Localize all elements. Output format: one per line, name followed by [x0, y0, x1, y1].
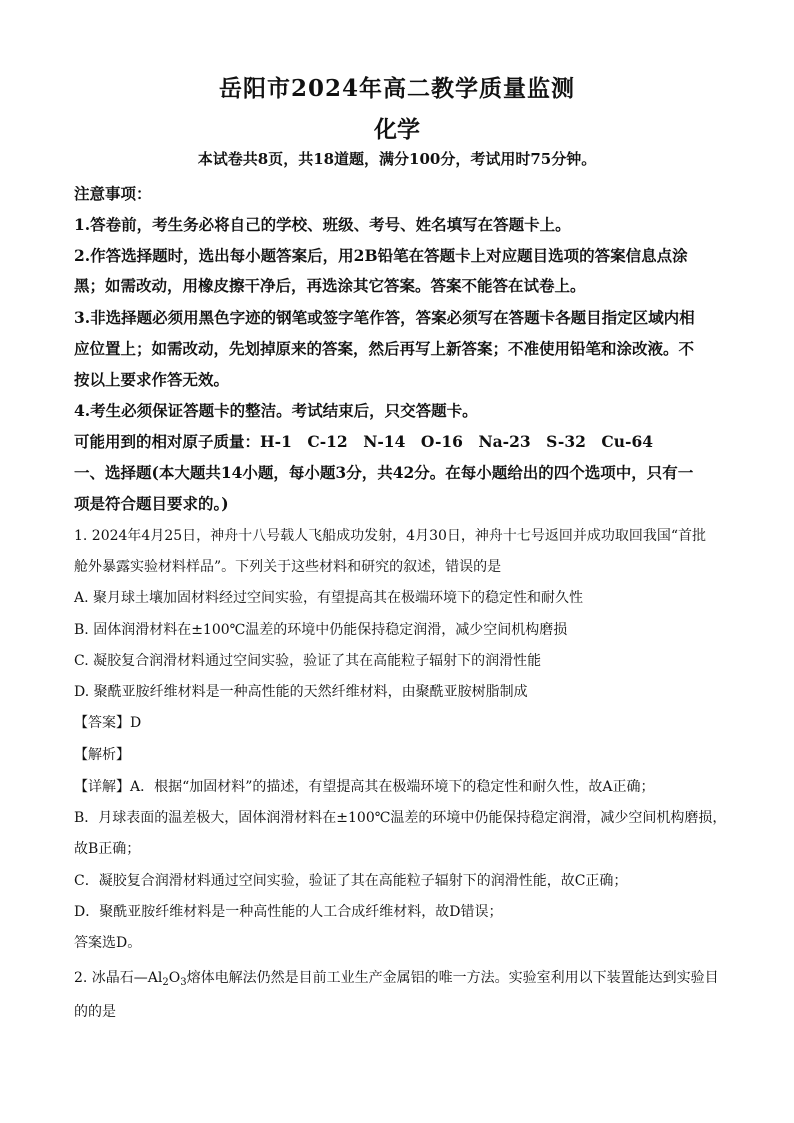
question-stem: 的的是: [74, 1004, 116, 1020]
explanation-line: C．凝胶复合润滑材料通过空间实验，验证了其在高能粒子辐射下的润滑性能，故C正确；: [74, 873, 628, 889]
answer-label: 【答案】D: [74, 715, 142, 731]
notice-line: 3.非选择题必须用黑色字迹的钢笔或签字笔作答，答案必须写在答题卡各题目指定区域内相: [74, 308, 695, 327]
notice-heading: 注意事项：: [74, 184, 152, 203]
analysis-label: 【解析】: [74, 747, 130, 763]
section-heading: 一、选择题(本大题共14小题，每小题3分，共42分。在每小题给出的四个选项中，只有一: [74, 463, 694, 482]
notice-line: 2.作答选择题时，选出每小题答案后，用2B铅笔在答题卡上对应题目选项的答案信息点涂: [74, 246, 688, 265]
question-stem: 1. 2024年4月25日，神舟十八号载人飞船成功发射，4月30日，神舟十七号返回并成功取回我国“首批: [74, 528, 707, 544]
notice-line: 按以上要求作答无效。: [74, 370, 230, 389]
section-heading: 项是符合题目要求的。): [74, 494, 229, 513]
notice-line: 1.答卷前，考生务必将自己的学校、班级、考号、姓名填写在答题卡上。: [74, 215, 571, 234]
option-c: C. 凝胶复合润滑材料通过空间实验，验证了其在高能粒子辐射下的润滑性能: [74, 653, 542, 669]
question-stem: 舱外暴露实验材料样品”。下列关于这些材料和研究的叙述，错误的是: [74, 559, 502, 575]
exam-info: 本试卷共8页，共18道题，满分100分，考试用时75分钟。: [197, 150, 597, 168]
explanation-line: D．聚酰亚胺纤维材料是一种高性能的人工合成纤维材料，故D错误；: [74, 904, 503, 920]
question-stem: 2. 冰晶石$—Al_2O_3$熔体电解法仍然是目前工业生产金属铝的唯一方法。实验室利用以下装置能达到实验目: [74, 970, 719, 988]
subject-title: 化学: [374, 116, 420, 143]
explanation-line: 【详解】A．根据“加固材料”的描述，有望提高其在极端环境下的稳定性和耐久性，故A正确；: [74, 779, 655, 795]
option-a: A. 聚月球土壤加固材料经过空间实验，有望提高其在极端环境下的稳定性和耐久性: [74, 590, 584, 606]
option-d: D. 聚酰亚胺纤维材料是一种高性能的天然纤维材料，由聚酰亚胺树脂制成: [74, 684, 528, 700]
explanation-line: B．月球表面的温差极大，固体润滑材料在±100℃温差的环境中仍能保持稳定润滑，减少空间机构磨损，: [74, 810, 727, 826]
atomic-masses: 可能用到的相对原子质量：H-1 C-12 N-14 O-16 Na-23 S-32 Cu-64: [74, 432, 654, 451]
exam-title: 岳阳市2024年高二教学质量监测: [218, 75, 575, 102]
explanation-line: 答案选D。: [74, 935, 142, 951]
explanation-line: 故B正确；: [74, 841, 141, 857]
option-b: B. 固体润滑材料在±100℃温差的环境中仍能保持稳定润滑，减少空间机构磨损: [74, 622, 568, 638]
notice-line: 4.考生必须保证答题卡的整洁。考试结束后，只交答题卡。: [74, 401, 478, 420]
notice-line: 黑；如需改动，用橡皮擦干净后，再选涂其它答案。答案不能答在试卷上。: [74, 276, 586, 295]
notice-line: 应位置上；如需改动，先划掉原来的答案，然后再写上新答案；不准使用铅笔和涂改液。不: [74, 339, 695, 358]
